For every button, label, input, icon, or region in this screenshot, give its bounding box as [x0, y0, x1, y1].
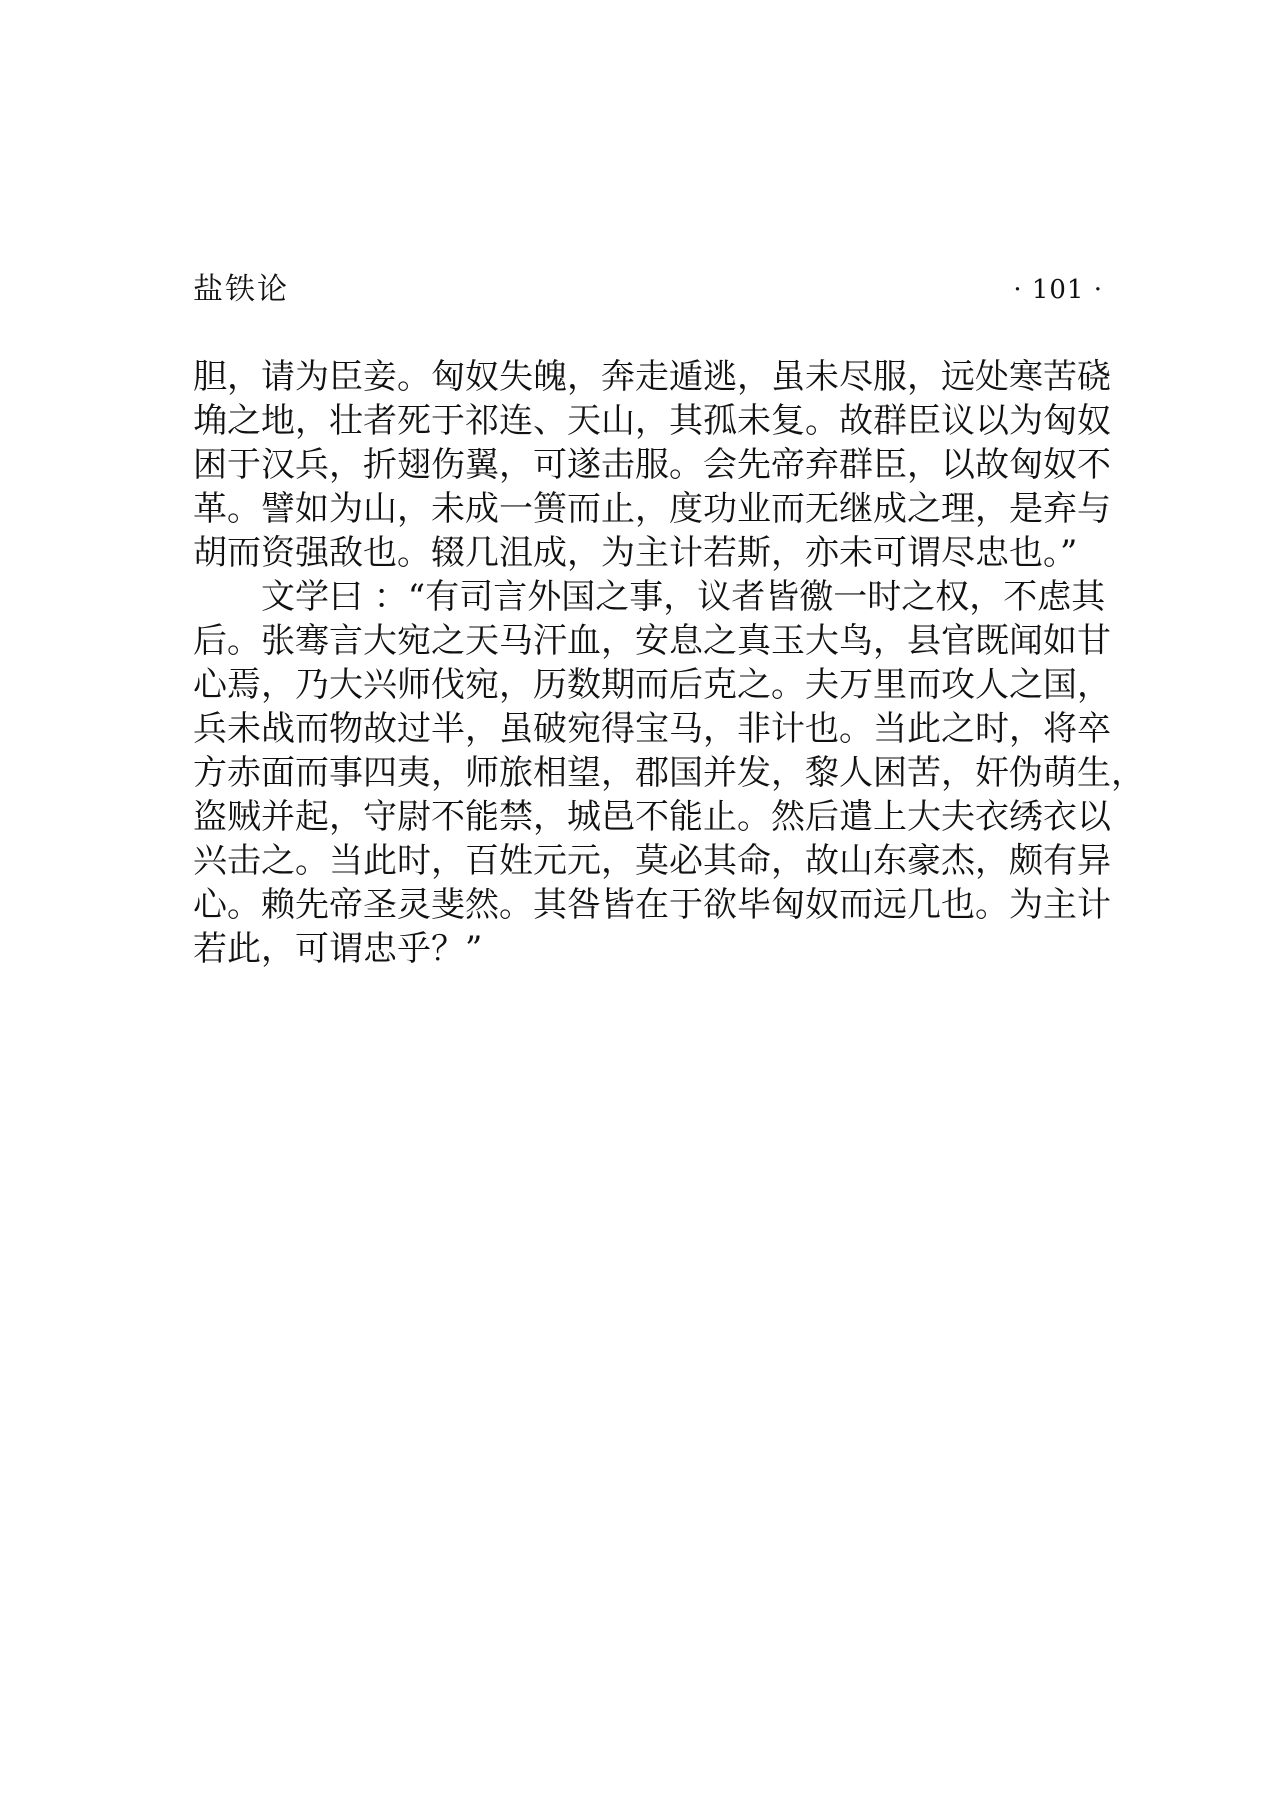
- text-line: 埆之地，壮者死于祁连、天山，其孤未复。故群臣议以为匈奴: [193, 401, 1111, 441]
- page-number: · 101 ·: [1013, 275, 1103, 305]
- text-line: 兵未战而物故过半，虽破宛得宝马，非计也。当此之时，将卒: [193, 709, 1111, 749]
- running-header: [193, 270, 1103, 310]
- book-title: 盐铁论: [193, 272, 289, 307]
- body-text: [193, 355, 1145, 971]
- text-line: 心。赖先帝圣灵斐然。其咎皆在于欲毕匈奴而远几也。为主计: [193, 885, 1111, 925]
- text-line: 方赤面而事四夷，师旅相望，郡国并发，黎人困苦，奸伪萌生，: [193, 753, 1145, 793]
- text-line: 兴击之。当此时，百姓元元，莫必其命，故山东豪杰，颇有异: [193, 841, 1111, 881]
- text-line: 盗贼并起，守尉不能禁，城邑不能止。然后遣上大夫衣绣衣以: [193, 797, 1111, 837]
- text-line: 革。譬如为山，未成一篑而止，度功业而无继成之理，是弃与: [193, 489, 1111, 529]
- text-line-paragraph-start: 文学曰 ：“有司言外国之事，议者皆徼一时之权，不虑其: [261, 577, 1106, 617]
- text-line: 若此，可谓忠乎？”: [193, 929, 483, 969]
- text-line: 困于汉兵，折翅伤翼，可遂击服。会先帝弃群臣，以故匈奴不: [193, 445, 1111, 485]
- text-line: 胆，请为臣妾。匈奴失魄，奔走遁逃，虽未尽服，远处寒苦硗: [193, 357, 1111, 397]
- text-line: 后。张骞言大宛之天马汗血，安息之真玉大鸟，县官既闻如甘: [193, 621, 1111, 661]
- text-line: 胡而资强敌也。辍几沮成，为主计若斯，亦未可谓尽忠也。”: [193, 533, 1078, 573]
- text-line: 心焉，乃大兴师伐宛，历数期而后克之。夫万里而攻人之国，: [193, 665, 1111, 705]
